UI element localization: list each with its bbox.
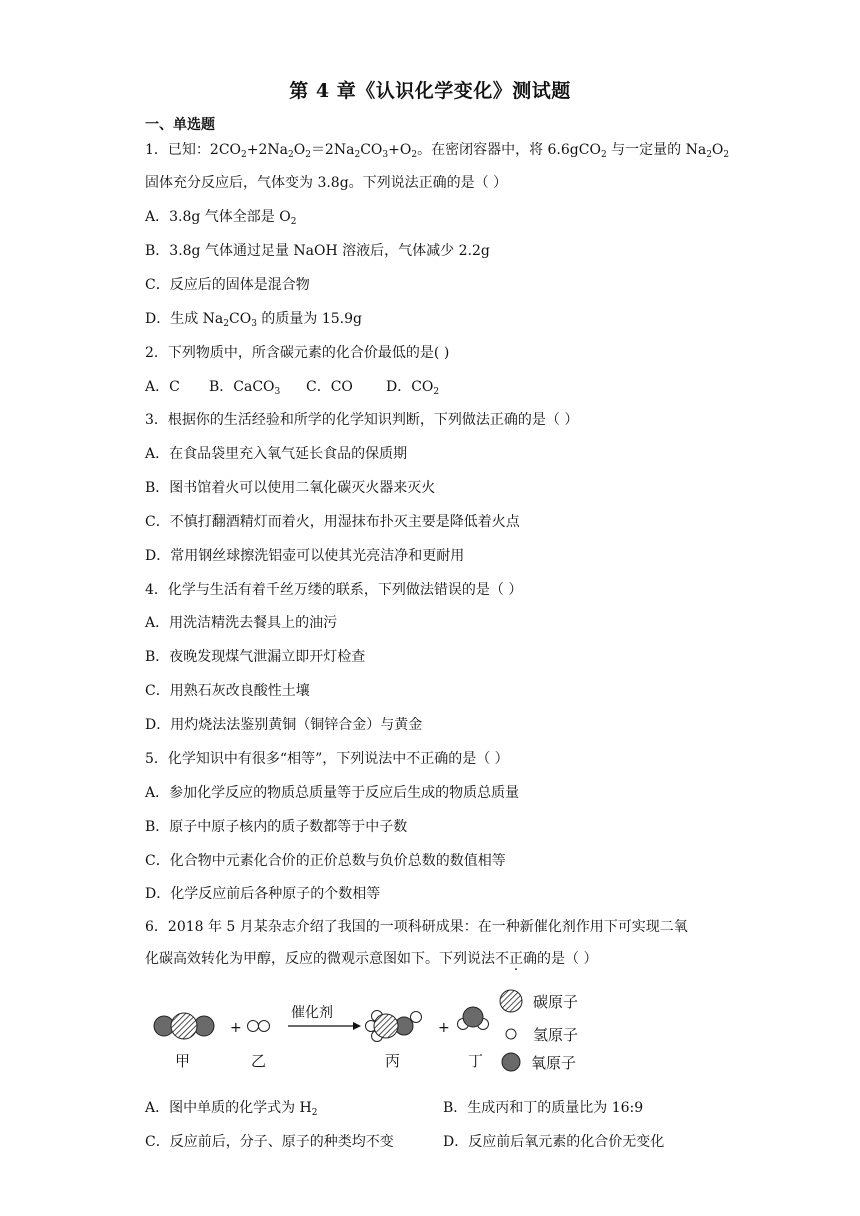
question-6-option-b: B．生成丙和丁的质量比为 16:9 <box>443 1100 644 1116</box>
question-6-stem: 6．2018 年 5 月某杂志介绍了我国的一项科研成果：在一种新催化剂作用下可实现二氧 <box>145 919 688 935</box>
question-2-stem: 2．下列物质中，所含碳元素的化合价最低的是( ) <box>145 345 450 361</box>
hydrogen-atom <box>411 1012 422 1023</box>
plus-sign: + <box>230 1020 242 1036</box>
question-5-option-c: C．化合物中元素化合价的正价总数与负价总数的数值相等 <box>145 853 506 869</box>
question-1-option-c: C．反应后的固体是混合物 <box>145 277 310 293</box>
diagram-legend <box>500 990 578 1072</box>
question-6-stem-continued: 化碳高效转化为甲醇，反应的微观示意图如下。下列说法不正确的是（ ） <box>145 951 598 967</box>
question-5-option-b: B．原子中原子核内的质子数都等于中子数 <box>145 819 408 835</box>
question-6-option-d: D．反应前后氧元素的化合价无变化 <box>443 1134 665 1150</box>
question-3-option-b: B．图书馆着火可以使用二氧化碳灭火器来灭火 <box>145 480 436 496</box>
question-1-stem-continued: 固体充分反应后，气体变为 3.8g。下列说法正确的是（ ） <box>145 175 508 191</box>
molecule-ding-h2o <box>458 1007 489 1030</box>
catalyst-label: 催化剂 <box>291 1005 333 1021</box>
label-bing: 丙 <box>385 1052 401 1070</box>
question-1-stem: 1．已知：$2CO_2+2Na_2O_2=2Na_2CO_3+O_2$。在密闭容器中，将 6.6gCO$_2$ 与一定量的 $Na_2O_2$ <box>145 142 730 160</box>
question-5-stem: 5．化学知识中有很多“相等”，下列说法中不正确的是（ ） <box>145 751 509 767</box>
oxygen-legend-icon <box>502 1053 520 1071</box>
hydrogen-atom <box>259 1021 270 1032</box>
label-ding: 丁 <box>468 1052 484 1070</box>
question-4-option-a: A．用洗洁精洗去餐具上的油污 <box>145 615 338 631</box>
question-2-option-c: C．CO <box>306 379 353 395</box>
legend-carbon-label: 碳原子 <box>533 993 579 1011</box>
question-4-option-b: B．夜晚发现煤气泄漏立即开灯检查 <box>145 649 366 665</box>
hydrogen-atom <box>248 1021 259 1032</box>
reaction-micro-diagram <box>145 980 605 1086</box>
hydrogen-legend-icon <box>506 1029 516 1039</box>
page-title: 第 4 章《认识化学变化》测试题 <box>289 80 571 102</box>
question-4-stem: 4．化学与生活有着千丝万缕的联系，下列做法错误的是（ ） <box>145 582 523 598</box>
question-6-option-a: A．图中单质的化学式为 $H_2$ <box>145 1100 318 1118</box>
plus-sign: + <box>438 1020 450 1036</box>
legend-oxygen-label: 氧原子 <box>531 1054 577 1072</box>
question-3-option-d: D．常用钢丝球擦洗铝壶可以使其光亮洁净和更耐用 <box>145 548 465 564</box>
question-1-option-a: A．3.8g 气体全部是 $O_2$ <box>145 209 297 227</box>
molecule-yi-h2 <box>248 1021 270 1032</box>
question-2-option-b: B．CaCO$_3$ <box>209 379 281 397</box>
section-heading: 一、单选题 <box>145 117 215 133</box>
question-4-option-c: C．用熟石灰改良酸性土壤 <box>145 683 310 699</box>
carbon-legend-icon <box>500 990 522 1012</box>
carbon-atom <box>374 1014 398 1038</box>
question-2-option-d: D．$CO_2$ <box>386 379 440 397</box>
question-4-option-d: D．用灼烧法法鉴别黄铜（铜锌合金）与黄金 <box>145 717 423 733</box>
question-6-option-c: C．反应前后，分子、原子的种类均不变 <box>145 1134 394 1150</box>
legend-hydrogen-label: 氢原子 <box>533 1026 579 1044</box>
carbon-atom <box>171 1013 197 1039</box>
question-2-options <box>145 378 439 396</box>
molecule-bing-ch3oh <box>366 1011 422 1042</box>
question-3-option-c: C．不慎打翻酒精灯而着火，用湿抹布扑灭主要是降低着火点 <box>145 514 520 530</box>
oxygen-atom <box>463 1007 483 1027</box>
question-5-option-d: D．化学反应前后各种原子的个数相等 <box>145 886 381 902</box>
molecule-jia-co2 <box>154 1013 214 1039</box>
emphasis-text: 不正确 <box>495 951 537 967</box>
question-3-stem: 3．根据你的生活经验和所学的化学知识判断，下列做法正确的是（ ） <box>145 412 579 428</box>
question-5-option-a: A．参加化学反应的物质总质量等于反应后生成的物质总质量 <box>145 785 520 801</box>
question-3-option-a: A．在食品袋里充入氧气延长食品的保质期 <box>145 446 408 462</box>
arrow-head-icon <box>353 1022 361 1030</box>
question-1-option-b: B．3.8g 气体通过足量 NaOH 溶液后，气体减少 2.2g <box>145 243 490 259</box>
label-yi: 乙 <box>251 1052 267 1070</box>
question-1-option-d: D．生成 $Na_2CO_3$ 的质量为 15.9g <box>145 311 362 329</box>
label-jia: 甲 <box>175 1052 191 1070</box>
question-2-option-a: A．C <box>145 379 180 395</box>
